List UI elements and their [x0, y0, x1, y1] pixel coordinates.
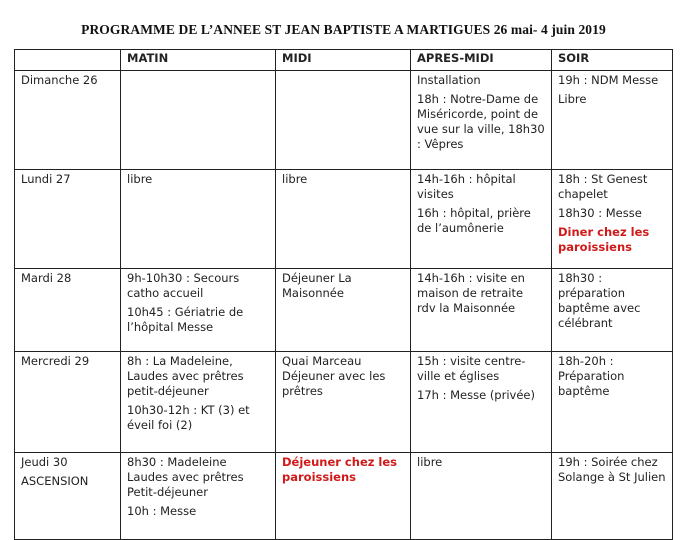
- day-cell: [15, 170, 121, 269]
- day-sublabel: ASCENSION: [21, 474, 89, 488]
- header-row: [15, 50, 673, 71]
- soir-cell: [552, 352, 673, 453]
- cell-line: 18h : Notre-Dame de Miséricorde, point de vue sur la ville, 18h30 : Vêpres: [417, 92, 545, 151]
- soir-cell: [552, 170, 673, 269]
- header-midi: MIDI: [276, 50, 411, 71]
- soir-cell: [552, 453, 673, 540]
- cell-line: 10h30-12h : KT (3) et éveil foi (2): [127, 403, 250, 432]
- cell-line: Quai Marceau Déjeuner avec les prêtres: [282, 354, 386, 398]
- cell-line: libre: [282, 172, 308, 186]
- matin-cell: [121, 71, 276, 170]
- cell-line: 15h : visite centre-ville et églises: [417, 354, 526, 383]
- midi-cell: [276, 352, 411, 453]
- cell-line: Installation: [417, 73, 481, 87]
- header-soir: SOIR: [552, 50, 673, 71]
- cell-line: Libre: [558, 92, 587, 106]
- schedule-table: [14, 49, 673, 540]
- cell-line: 18h30 : préparation baptême avec célébrant: [558, 271, 641, 330]
- header-apres-midi: APRES-MIDI: [411, 50, 552, 71]
- cell-line: 19h : NDM Messe: [558, 73, 659, 87]
- apres-midi-cell: [411, 170, 552, 269]
- highlight-line: Diner chez les paroissiens: [558, 225, 650, 254]
- apres-midi-cell: [411, 269, 552, 352]
- midi-cell: [276, 269, 411, 352]
- day-cell: [15, 453, 121, 540]
- apres-midi-cell: [411, 71, 552, 170]
- cell-line: libre: [127, 172, 153, 186]
- cell-line: 18h-20h : Préparation baptême: [558, 354, 625, 398]
- cell-line: 16h : hôpital, prière de l’aumônerie: [417, 206, 531, 235]
- cell-line: libre: [417, 455, 443, 469]
- day-cell: [15, 71, 121, 170]
- table-row: [15, 352, 673, 453]
- header-day: [15, 50, 121, 71]
- cell-line: 10h45 : Gériatrie de l’hôpital Messe: [127, 305, 244, 334]
- day-label: Dimanche 26: [21, 73, 98, 87]
- matin-cell: [121, 170, 276, 269]
- cell-line: 8h : La Madeleine, Laudes avec prêtres petit-déjeuner: [127, 354, 244, 398]
- day-cell: [15, 269, 121, 352]
- cell-line: 19h : Soirée chez Solange à St Julien: [558, 455, 666, 484]
- cell-line: 10h : Messe: [127, 504, 197, 518]
- cell-line: 17h : Messe (privée): [417, 388, 535, 402]
- midi-cell: [276, 71, 411, 170]
- apres-midi-cell: [411, 352, 552, 453]
- highlight-line: Déjeuner chez les paroissiens: [282, 455, 398, 484]
- soir-cell: [552, 269, 673, 352]
- cell-line: 8h30 : Madeleine Laudes avec prêtres Petit-déjeuner: [127, 455, 244, 499]
- cell-line: 18h : St Genest chapelet: [558, 172, 648, 201]
- day-label: Mercredi 29: [21, 354, 90, 368]
- day-cell: [15, 352, 121, 453]
- midi-cell: [276, 453, 411, 540]
- cell-line: 14h-16h : hôpital visites: [417, 172, 516, 201]
- header-matin: MATIN: [121, 50, 276, 71]
- cell-line: 18h30 : Messe: [558, 206, 642, 220]
- midi-cell: [276, 170, 411, 269]
- table-row: [15, 71, 673, 170]
- cell-line: 14h-16h : visite en maison de retraite rdv la Maisonnée: [417, 271, 525, 315]
- day-label: Lundi 27: [21, 172, 71, 186]
- day-label: Mardi 28: [21, 271, 72, 285]
- matin-cell: [121, 352, 276, 453]
- table-row: [15, 170, 673, 269]
- matin-cell: [121, 453, 276, 540]
- cell-line: Déjeuner La Maisonnée: [282, 271, 352, 300]
- apres-midi-cell: [411, 453, 552, 540]
- table-row: [15, 453, 673, 540]
- matin-cell: [121, 269, 276, 352]
- soir-cell: [552, 71, 673, 170]
- day-label: Jeudi 30: [21, 455, 68, 469]
- cell-line: 9h-10h30 : Secours catho accueil: [127, 271, 240, 300]
- document-title: PROGRAMME DE L’ANNEE ST JEAN BAPTISTE A MARTIGUES 26 mai- 4 juin 2019: [81, 22, 606, 37]
- table-row: [15, 269, 673, 352]
